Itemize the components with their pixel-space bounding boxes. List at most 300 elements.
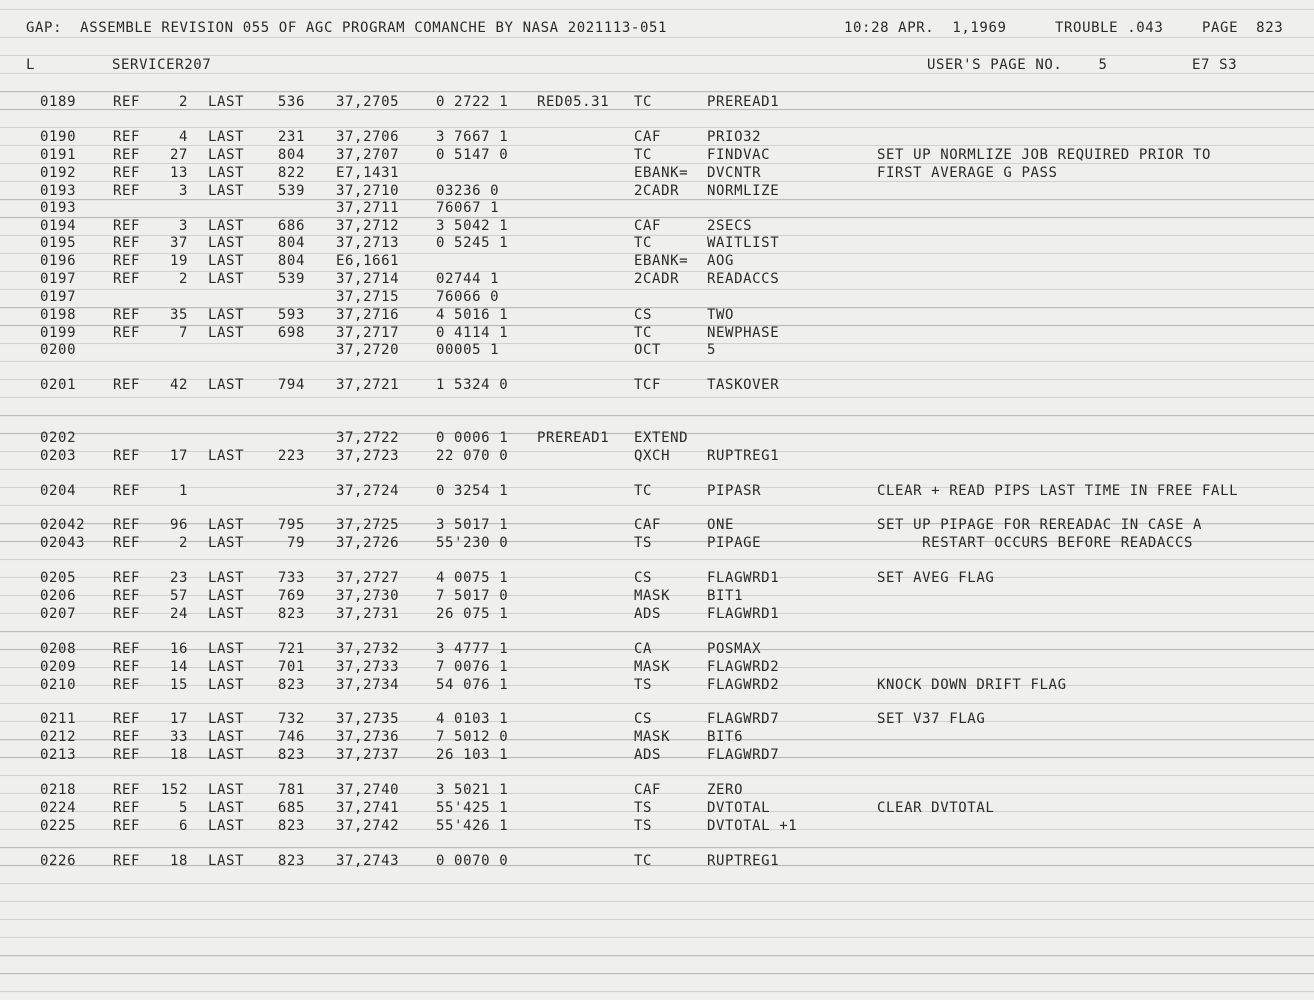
line-number: 0208 bbox=[40, 641, 77, 657]
octal-word: 76067 1 bbox=[436, 200, 500, 216]
listing-row bbox=[0, 781, 1314, 799]
address: 37,2727 bbox=[336, 570, 400, 586]
opcode: TC bbox=[634, 483, 653, 499]
address: 37,2743 bbox=[336, 853, 400, 869]
octal-word: 3 5042 1 bbox=[436, 218, 509, 234]
listing-row bbox=[0, 676, 1314, 694]
octal-word: 3 5017 1 bbox=[436, 517, 509, 533]
octal-word: 7 0076 1 bbox=[436, 659, 509, 675]
address: 37,2707 bbox=[336, 147, 400, 163]
last-page: 685 bbox=[277, 800, 305, 816]
octal-word: 1 5324 0 bbox=[436, 377, 509, 393]
ref-keyword: REF bbox=[113, 325, 141, 341]
last-page: 701 bbox=[277, 659, 305, 675]
page-header bbox=[0, 19, 1314, 37]
comment: SET UP NORMLIZE JOB REQUIRED PRIOR TO bbox=[877, 147, 1212, 163]
ref-keyword: REF bbox=[113, 677, 141, 693]
opcode: TC bbox=[634, 94, 653, 110]
last-keyword: LAST bbox=[208, 800, 245, 816]
ref-keyword: REF bbox=[113, 818, 141, 834]
octal-word: 7 5017 0 bbox=[436, 588, 509, 604]
last-keyword: LAST bbox=[208, 747, 245, 763]
ref-keyword: REF bbox=[113, 535, 141, 551]
opcode: CAF bbox=[634, 517, 662, 533]
listing-row bbox=[0, 710, 1314, 728]
listing-row bbox=[0, 270, 1314, 288]
opcode: TS bbox=[634, 818, 653, 834]
ref-keyword: REF bbox=[113, 218, 141, 234]
symbol-label: RED05.31 bbox=[537, 94, 610, 110]
ref-keyword: REF bbox=[113, 570, 141, 586]
comment: SET UP PIPAGE FOR REREADAC IN CASE A bbox=[877, 517, 1203, 533]
ref-keyword: REF bbox=[113, 377, 141, 393]
opcode: TS bbox=[634, 677, 653, 693]
line-number: 0205 bbox=[40, 570, 77, 586]
ref-keyword: REF bbox=[113, 129, 141, 145]
last-page: 823 bbox=[277, 818, 305, 834]
operand: FINDVAC bbox=[707, 147, 771, 163]
listing-row bbox=[0, 728, 1314, 746]
operand: ZERO bbox=[707, 782, 744, 798]
address: 37,2713 bbox=[336, 235, 400, 251]
last-page: 823 bbox=[277, 677, 305, 693]
header-trouble: TROUBLE .043 bbox=[1055, 20, 1164, 36]
line-number: 0201 bbox=[40, 377, 77, 393]
listing-row bbox=[0, 799, 1314, 817]
ref-keyword: REF bbox=[113, 271, 141, 287]
operand: BIT6 bbox=[707, 729, 744, 745]
ref-count: 2 bbox=[178, 271, 188, 287]
opcode: TC bbox=[634, 853, 653, 869]
operand: 2SECS bbox=[707, 218, 753, 234]
address: 37,2732 bbox=[336, 641, 400, 657]
last-keyword: LAST bbox=[208, 253, 245, 269]
operand: RUPTREG1 bbox=[707, 853, 780, 869]
octal-word: 0 0070 0 bbox=[436, 853, 509, 869]
ref-count: 6 bbox=[178, 818, 188, 834]
last-page: 223 bbox=[277, 448, 305, 464]
line-number: 0218 bbox=[40, 782, 77, 798]
line-number: 0200 bbox=[40, 342, 77, 358]
address: 37,2723 bbox=[336, 448, 400, 464]
last-keyword: LAST bbox=[208, 235, 245, 251]
octal-word: 54 076 1 bbox=[436, 677, 509, 693]
ref-count: 5 bbox=[178, 800, 188, 816]
line-number: 0193 bbox=[40, 183, 77, 199]
address: 37,2742 bbox=[336, 818, 400, 834]
listing-row bbox=[0, 817, 1314, 835]
symbol-label: PREREAD1 bbox=[537, 430, 610, 446]
octal-word: 02744 1 bbox=[436, 271, 500, 287]
last-keyword: LAST bbox=[208, 147, 245, 163]
listing-row bbox=[0, 447, 1314, 465]
octal-word: 03236 0 bbox=[436, 183, 500, 199]
ref-count: 18 bbox=[169, 747, 188, 763]
last-page: 721 bbox=[277, 641, 305, 657]
listing-row bbox=[0, 288, 1314, 306]
operand: NORMLIZE bbox=[707, 183, 780, 199]
octal-word: 0 4114 1 bbox=[436, 325, 509, 341]
ref-count: 57 bbox=[169, 588, 188, 604]
last-page: 231 bbox=[277, 129, 305, 145]
listing-row bbox=[0, 199, 1314, 217]
octal-word: 22 070 0 bbox=[436, 448, 509, 464]
octal-word: 3 7667 1 bbox=[436, 129, 509, 145]
line-number: 0207 bbox=[40, 606, 77, 622]
address: E7,1431 bbox=[336, 165, 400, 181]
line-number: 0203 bbox=[40, 448, 77, 464]
octal-word: 3 5021 1 bbox=[436, 782, 509, 798]
last-keyword: LAST bbox=[208, 307, 245, 323]
last-page: 79 bbox=[286, 535, 305, 551]
octal-word: 55'425 1 bbox=[436, 800, 509, 816]
ref-count: 1 bbox=[178, 483, 188, 499]
last-keyword: LAST bbox=[208, 659, 245, 675]
address: 37,2740 bbox=[336, 782, 400, 798]
operand: WAITLIST bbox=[707, 235, 780, 251]
ref-count: 15 bbox=[169, 677, 188, 693]
opcode: OCT bbox=[634, 342, 662, 358]
last-keyword: LAST bbox=[208, 517, 245, 533]
opcode: EBANK= bbox=[634, 253, 689, 269]
ref-keyword: REF bbox=[113, 253, 141, 269]
address: 37,2737 bbox=[336, 747, 400, 763]
line-number: 0226 bbox=[40, 853, 77, 869]
address: 37,2726 bbox=[336, 535, 400, 551]
ref-keyword: REF bbox=[113, 641, 141, 657]
operand: PIPAGE bbox=[707, 535, 762, 551]
last-page: 698 bbox=[277, 325, 305, 341]
ref-keyword: REF bbox=[113, 659, 141, 675]
last-page: 686 bbox=[277, 218, 305, 234]
address: 37,2720 bbox=[336, 342, 400, 358]
ref-count: 4 bbox=[178, 129, 188, 145]
ref-count: 24 bbox=[169, 606, 188, 622]
listing-row bbox=[0, 587, 1314, 605]
octal-word: 0 2722 1 bbox=[436, 94, 509, 110]
address: 37,2736 bbox=[336, 729, 400, 745]
ref-keyword: REF bbox=[113, 94, 141, 110]
address: 37,2733 bbox=[336, 659, 400, 675]
address: 37,2730 bbox=[336, 588, 400, 604]
listing-row bbox=[0, 852, 1314, 870]
line-number: 0212 bbox=[40, 729, 77, 745]
last-keyword: LAST bbox=[208, 711, 245, 727]
line-number: 0199 bbox=[40, 325, 77, 341]
line-number: 0197 bbox=[40, 271, 77, 287]
listing-row bbox=[0, 482, 1314, 500]
line-number: 0211 bbox=[40, 711, 77, 727]
operand: READACCS bbox=[707, 271, 780, 287]
ref-keyword: REF bbox=[113, 448, 141, 464]
listing-row bbox=[0, 429, 1314, 447]
octal-word: 00005 1 bbox=[436, 342, 500, 358]
opcode: CAF bbox=[634, 129, 662, 145]
last-page: 822 bbox=[277, 165, 305, 181]
last-keyword: LAST bbox=[208, 729, 245, 745]
operand: FLAGWRD2 bbox=[707, 659, 780, 675]
ref-count: 3 bbox=[178, 183, 188, 199]
header-timestamp: 10:28 APR. 1,1969 bbox=[844, 20, 1007, 36]
last-page: 539 bbox=[277, 271, 305, 287]
operand: POSMAX bbox=[707, 641, 762, 657]
listing-row bbox=[0, 128, 1314, 146]
page-subheader bbox=[0, 56, 1314, 74]
last-page: 732 bbox=[277, 711, 305, 727]
last-keyword: LAST bbox=[208, 570, 245, 586]
opcode: ADS bbox=[634, 606, 662, 622]
address: 37,2712 bbox=[336, 218, 400, 234]
ref-count: 13 bbox=[169, 165, 188, 181]
opcode: CS bbox=[634, 711, 653, 727]
last-page: 823 bbox=[277, 747, 305, 763]
ref-count: 96 bbox=[169, 517, 188, 533]
address: E6,1661 bbox=[336, 253, 400, 269]
ref-count: 19 bbox=[169, 253, 188, 269]
ref-count: 2 bbox=[178, 94, 188, 110]
last-page: 536 bbox=[277, 94, 305, 110]
header-l: L bbox=[26, 57, 36, 73]
octal-word: 4 0075 1 bbox=[436, 570, 509, 586]
line-number: 0210 bbox=[40, 677, 77, 693]
octal-word: 55'426 1 bbox=[436, 818, 509, 834]
ref-count: 17 bbox=[169, 448, 188, 464]
address: 37,2721 bbox=[336, 377, 400, 393]
operand: PIPASR bbox=[707, 483, 762, 499]
octal-word: 0 0006 1 bbox=[436, 430, 509, 446]
line-number: 0224 bbox=[40, 800, 77, 816]
opcode: 2CADR bbox=[634, 271, 680, 287]
line-number: 02042 bbox=[40, 517, 86, 533]
last-keyword: LAST bbox=[208, 129, 245, 145]
line-number: 0198 bbox=[40, 307, 77, 323]
operand: PREREAD1 bbox=[707, 94, 780, 110]
last-page: 794 bbox=[277, 377, 305, 393]
header-users-page: USER'S PAGE NO. 5 bbox=[927, 57, 1108, 73]
octal-word: 3 4777 1 bbox=[436, 641, 509, 657]
ref-count: 14 bbox=[169, 659, 188, 675]
opcode: MASK bbox=[634, 588, 671, 604]
last-keyword: LAST bbox=[208, 377, 245, 393]
ref-count: 7 bbox=[178, 325, 188, 341]
last-page: 804 bbox=[277, 147, 305, 163]
operand: FLAGWRD7 bbox=[707, 747, 780, 763]
operand: DVCNTR bbox=[707, 165, 762, 181]
line-number: 0192 bbox=[40, 165, 77, 181]
comment: FIRST AVERAGE G PASS bbox=[877, 165, 1058, 181]
last-keyword: LAST bbox=[208, 448, 245, 464]
opcode: CS bbox=[634, 570, 653, 586]
opcode: TC bbox=[634, 235, 653, 251]
ref-keyword: REF bbox=[113, 782, 141, 798]
last-keyword: LAST bbox=[208, 606, 245, 622]
last-keyword: LAST bbox=[208, 218, 245, 234]
line-number: 0196 bbox=[40, 253, 77, 269]
listing-row bbox=[0, 534, 1314, 552]
last-keyword: LAST bbox=[208, 588, 245, 604]
opcode: MASK bbox=[634, 659, 671, 675]
octal-word: 0 3254 1 bbox=[436, 483, 509, 499]
comment: KNOCK DOWN DRIFT FLAG bbox=[877, 677, 1067, 693]
comment: SET AVEG FLAG bbox=[877, 570, 995, 586]
line-number: 0206 bbox=[40, 588, 77, 604]
ref-count: 33 bbox=[169, 729, 188, 745]
opcode: MASK bbox=[634, 729, 671, 745]
last-keyword: LAST bbox=[208, 641, 245, 657]
ref-count: 2 bbox=[178, 535, 188, 551]
ref-keyword: REF bbox=[113, 165, 141, 181]
operand: DVTOTAL bbox=[707, 800, 771, 816]
opcode: TS bbox=[634, 535, 653, 551]
octal-word: 55'230 0 bbox=[436, 535, 509, 551]
listing-row bbox=[0, 605, 1314, 623]
ref-keyword: REF bbox=[113, 147, 141, 163]
address: 37,2725 bbox=[336, 517, 400, 533]
last-page: 593 bbox=[277, 307, 305, 323]
last-keyword: LAST bbox=[208, 782, 245, 798]
address: 37,2717 bbox=[336, 325, 400, 341]
address: 37,2741 bbox=[336, 800, 400, 816]
operand: NEWPHASE bbox=[707, 325, 780, 341]
line-number: 0195 bbox=[40, 235, 77, 251]
ref-keyword: REF bbox=[113, 800, 141, 816]
listing-row bbox=[0, 252, 1314, 270]
opcode: CS bbox=[634, 307, 653, 323]
comment: CLEAR + READ PIPS LAST TIME IN FREE FALL bbox=[877, 483, 1239, 499]
operand: TASKOVER bbox=[707, 377, 780, 393]
opcode: QXCH bbox=[634, 448, 671, 464]
opcode: TC bbox=[634, 325, 653, 341]
ref-count: 27 bbox=[169, 147, 188, 163]
last-keyword: LAST bbox=[208, 853, 245, 869]
line-number: 0194 bbox=[40, 218, 77, 234]
ref-keyword: REF bbox=[113, 606, 141, 622]
opcode: TCF bbox=[634, 377, 662, 393]
line-number: 0202 bbox=[40, 430, 77, 446]
ref-keyword: REF bbox=[113, 729, 141, 745]
listing-row bbox=[0, 182, 1314, 200]
line-number: 0193 bbox=[40, 200, 77, 216]
listing-row bbox=[0, 234, 1314, 252]
operand: FLAGWRD1 bbox=[707, 570, 780, 586]
ref-count: 42 bbox=[169, 377, 188, 393]
last-page: 781 bbox=[277, 782, 305, 798]
listing-row bbox=[0, 516, 1314, 534]
operand: ONE bbox=[707, 517, 735, 533]
operand: TWO bbox=[707, 307, 735, 323]
header-title: GAP: ASSEMBLE REVISION 055 OF AGC PROGRAM COMANCHE BY NASA 2021113-051 bbox=[26, 20, 668, 36]
header-page-number: PAGE 823 bbox=[1202, 20, 1284, 36]
last-page: 746 bbox=[277, 729, 305, 745]
ref-keyword: REF bbox=[113, 517, 141, 533]
last-keyword: LAST bbox=[208, 183, 245, 199]
operand: FLAGWRD2 bbox=[707, 677, 780, 693]
ref-keyword: REF bbox=[113, 483, 141, 499]
line-number: 0209 bbox=[40, 659, 77, 675]
comment: CLEAR DVTOTAL bbox=[877, 800, 995, 816]
line-number: 0204 bbox=[40, 483, 77, 499]
last-keyword: LAST bbox=[208, 325, 245, 341]
opcode: TS bbox=[634, 800, 653, 816]
octal-word: 0 5245 1 bbox=[436, 235, 509, 251]
octal-word: 76066 0 bbox=[436, 289, 500, 305]
ref-count: 23 bbox=[169, 570, 188, 586]
line-number: 02043 bbox=[40, 535, 86, 551]
listing-row bbox=[0, 93, 1314, 111]
listing-row bbox=[0, 324, 1314, 342]
octal-word: 0 5147 0 bbox=[436, 147, 509, 163]
operand: PRIO32 bbox=[707, 129, 762, 145]
header-code: E7 S3 bbox=[1192, 57, 1238, 73]
opcode: TC bbox=[634, 147, 653, 163]
listing-row bbox=[0, 569, 1314, 587]
address: 37,2706 bbox=[336, 129, 400, 145]
address: 37,2711 bbox=[336, 200, 400, 216]
comment: RESTART OCCURS BEFORE READACCS bbox=[877, 535, 1194, 551]
octal-word: 4 5016 1 bbox=[436, 307, 509, 323]
ref-keyword: REF bbox=[113, 747, 141, 763]
opcode: CA bbox=[634, 641, 653, 657]
address: 37,2731 bbox=[336, 606, 400, 622]
address: 37,2734 bbox=[336, 677, 400, 693]
line-number: 0197 bbox=[40, 289, 77, 305]
line-number: 0213 bbox=[40, 747, 77, 763]
ref-keyword: REF bbox=[113, 853, 141, 869]
address: 37,2714 bbox=[336, 271, 400, 287]
ref-keyword: REF bbox=[113, 307, 141, 323]
last-page: 823 bbox=[277, 606, 305, 622]
last-page: 804 bbox=[277, 253, 305, 269]
operand: BIT1 bbox=[707, 588, 744, 604]
last-page: 795 bbox=[277, 517, 305, 533]
ref-keyword: REF bbox=[113, 711, 141, 727]
octal-word: 26 075 1 bbox=[436, 606, 509, 622]
listing-row bbox=[0, 217, 1314, 235]
header-section: SERVICER207 bbox=[112, 57, 212, 73]
address: 37,2722 bbox=[336, 430, 400, 446]
listing-row bbox=[0, 306, 1314, 324]
operand: DVTOTAL +1 bbox=[707, 818, 798, 834]
listing-row bbox=[0, 640, 1314, 658]
ref-count: 37 bbox=[169, 235, 188, 251]
line-number: 0189 bbox=[40, 94, 77, 110]
last-keyword: LAST bbox=[208, 677, 245, 693]
last-keyword: LAST bbox=[208, 165, 245, 181]
last-page: 539 bbox=[277, 183, 305, 199]
ref-count: 18 bbox=[169, 853, 188, 869]
last-page: 804 bbox=[277, 235, 305, 251]
ref-count: 152 bbox=[160, 782, 188, 798]
operand: FLAGWRD7 bbox=[707, 711, 780, 727]
listing-row bbox=[0, 146, 1314, 164]
last-page: 733 bbox=[277, 570, 305, 586]
operand: FLAGWRD1 bbox=[707, 606, 780, 622]
octal-word: 26 103 1 bbox=[436, 747, 509, 763]
opcode: ADS bbox=[634, 747, 662, 763]
opcode: CAF bbox=[634, 782, 662, 798]
opcode: CAF bbox=[634, 218, 662, 234]
listing-row bbox=[0, 746, 1314, 764]
last-keyword: LAST bbox=[208, 535, 245, 551]
listing-row bbox=[0, 164, 1314, 182]
address: 37,2715 bbox=[336, 289, 400, 305]
address: 37,2705 bbox=[336, 94, 400, 110]
octal-word: 4 0103 1 bbox=[436, 711, 509, 727]
opcode: 2CADR bbox=[634, 183, 680, 199]
ref-keyword: REF bbox=[113, 183, 141, 199]
ref-keyword: REF bbox=[113, 235, 141, 251]
opcode: EXTEND bbox=[634, 430, 689, 446]
